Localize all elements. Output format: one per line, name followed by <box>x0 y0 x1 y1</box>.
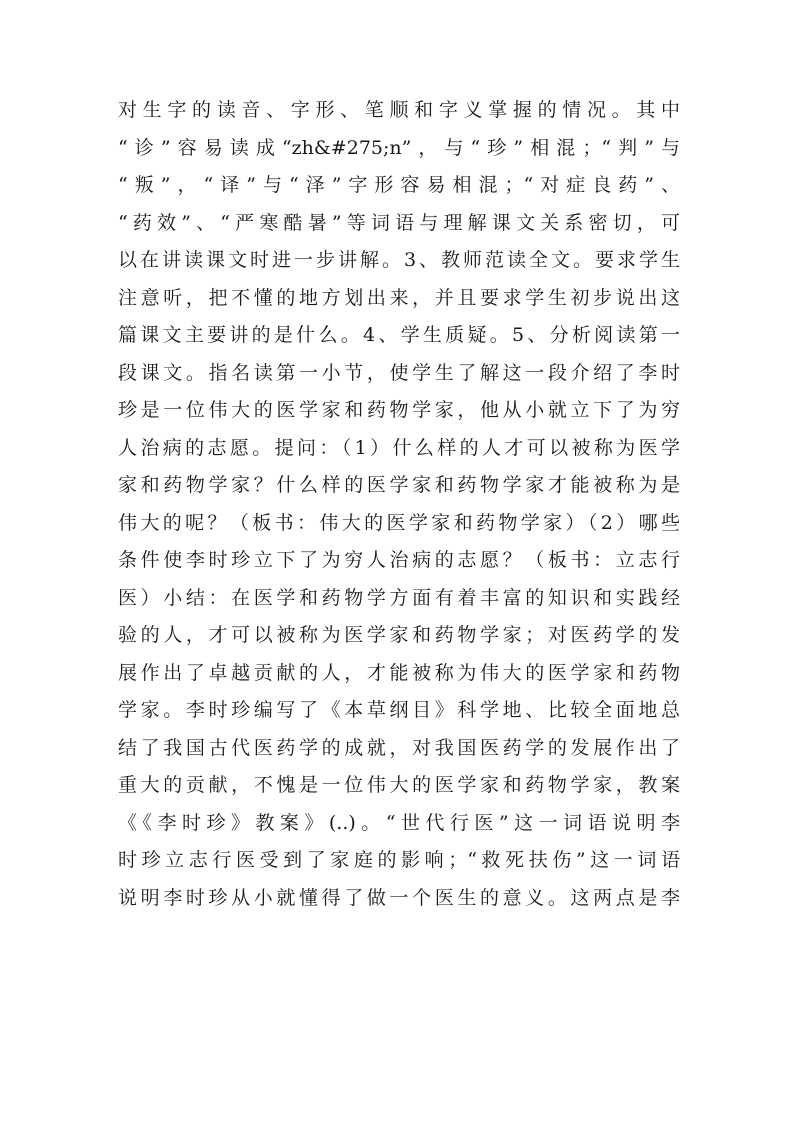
text-line: 人治病的志愿。提问：（1）什么样的人才可以被称为医学 <box>118 436 680 459</box>
text-line: 对生字的读音、字形、笔顺和字义掌握的情况。其中 <box>118 99 680 121</box>
text-line: 注意听，把不懂的地方划出来，并且要求学生初步说出这 <box>118 286 680 309</box>
text-line: “叛”，“译”与“泽”字形容易相混；“对症良药”、 <box>118 174 680 196</box>
text-line: 医）小结：在医学和药物学方面有着丰富的知识和实践经 <box>118 586 680 609</box>
text-line: 展作出了卓越贡献的人，才能被称为伟大的医学家和药物 <box>118 661 680 684</box>
text-line: 家和药物学家？什么样的医学家和药物学家才能被称为是 <box>118 474 680 496</box>
text-line: 珍是一位伟大的医学家和药物学家，他从小就立下了为穷 <box>118 399 680 421</box>
text-line: 《《李时珍》教案》(..)。“世代行医”这一词语说明李 <box>118 811 680 834</box>
text-line: 说明李时珍从小就懂得了做一个医生的意义。这两点是李 <box>118 886 680 909</box>
text-line: “药效”、“严寒酷暑”等词语与理解课文关系密切，可 <box>118 211 680 234</box>
text-line: “诊”容易读成“zh&#275;n”，与“珍”相混；“判”与 <box>118 136 680 159</box>
text-line: 学家。李时珍编写了《本草纲目》科学地、比较全面地总 <box>118 699 680 721</box>
text-line: 结了我国古代医药学的成就，对我国医药学的发展作出了 <box>118 736 680 759</box>
body-text <box>118 92 680 917</box>
text-line: 篇课文主要讲的是什么。4、学生质疑。5、分析阅读第一 <box>118 324 680 346</box>
text-line: 重大的贡献，不愧是一位伟大的医学家和药物学家，教案 <box>118 774 680 796</box>
text-line: 条件使李时珍立下了为穷人治病的志愿？（板书：立志行 <box>118 549 680 571</box>
text-line: 段课文。指名读第一小节，使学生了解这一段介绍了李时 <box>118 361 680 384</box>
text-line: 以在讲读课文时进一步讲解。3、教师范读全文。要求学生 <box>118 249 680 271</box>
text-line: 时珍立志行医受到了家庭的影响；“救死扶伤”这一词语 <box>118 849 680 871</box>
text-line: 验的人，才可以被称为医学家和药物学家；对医药学的发 <box>118 624 680 646</box>
text-line: 伟大的呢？（板书：伟大的医学家和药物学家）（2）哪些 <box>118 511 680 534</box>
